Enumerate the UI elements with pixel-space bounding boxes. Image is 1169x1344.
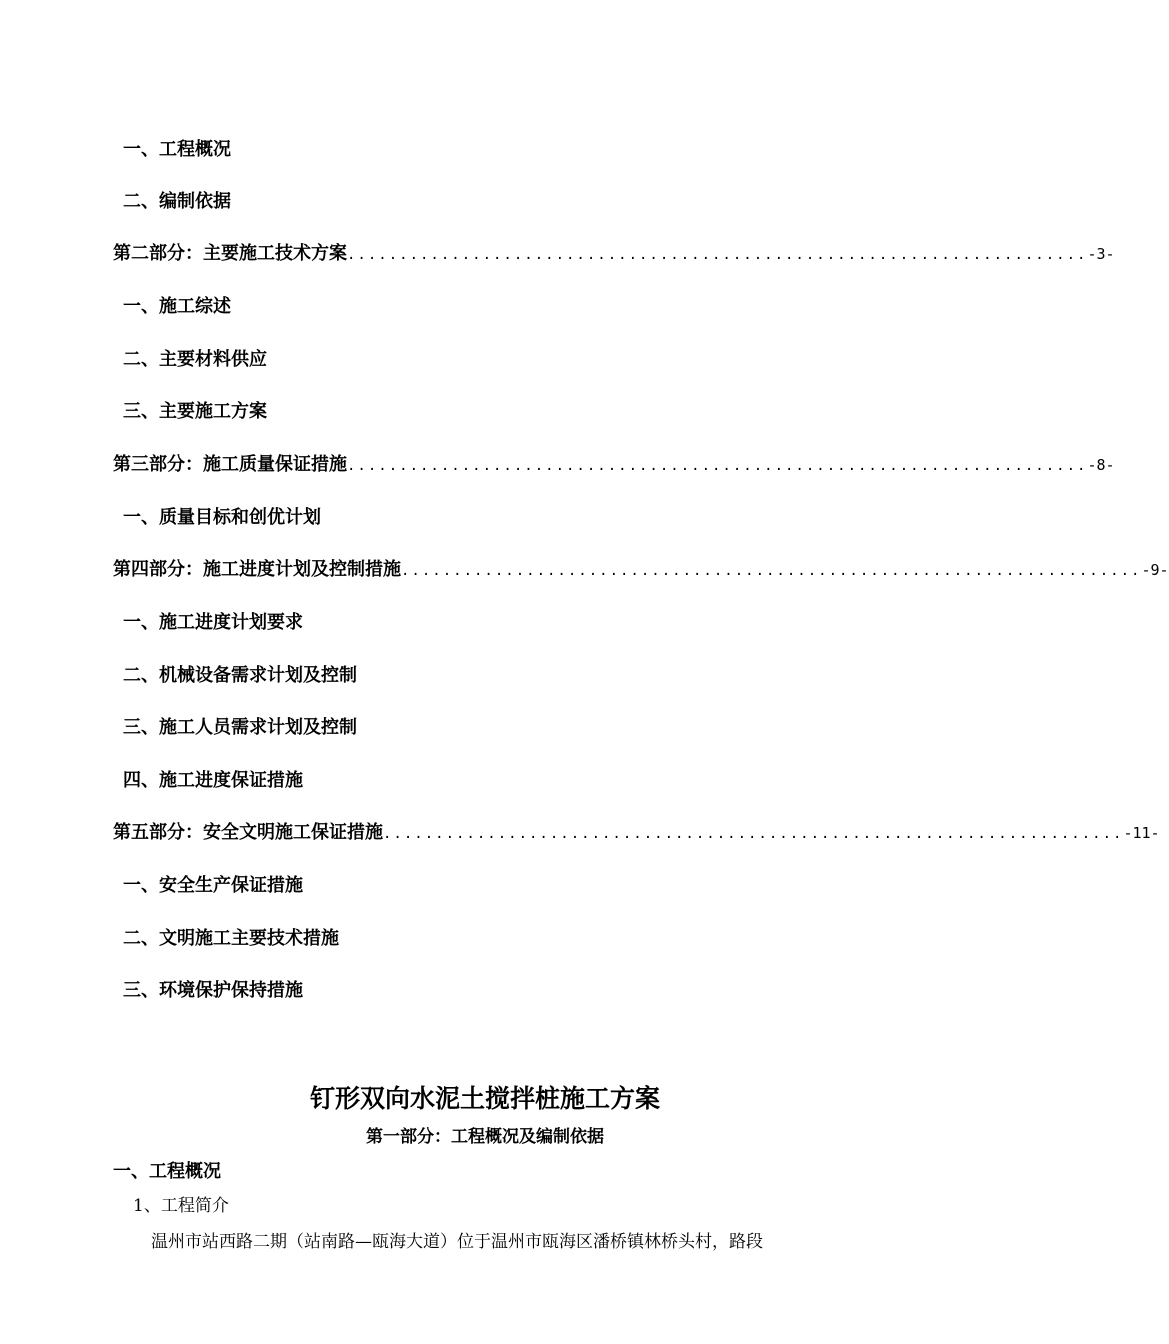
- toc-part-entry[interactable]: [113, 559, 1169, 582]
- toc-item[interactable]: 二、编制依据: [123, 191, 231, 212]
- toc-item[interactable]: 三、环境保护保持措施: [123, 980, 303, 1001]
- toc-dot-leader: .......................................................................: [383, 826, 1124, 842]
- toc-item[interactable]: 三、主要施工方案: [123, 401, 267, 422]
- toc-item[interactable]: 一、施工进度计划要求: [123, 612, 303, 633]
- toc-item[interactable]: 三、施工人员需求计划及控制: [123, 717, 357, 738]
- toc-item[interactable]: 一、质量目标和创优计划: [123, 507, 321, 528]
- toc-item[interactable]: 二、机械设备需求计划及控制: [123, 665, 357, 686]
- toc-page-number: -9-: [1141, 561, 1169, 579]
- toc-dot-leader: .......................................................................: [401, 563, 1142, 579]
- toc-part-label: 第三部分：施工质量保证措施: [113, 454, 347, 475]
- body-paragraph: 温州市站西路二期（站南路—瓯海大道）位于温州市瓯海区潘桥镇林桥头村，路段: [151, 1232, 763, 1252]
- toc-page-number: -3-: [1087, 245, 1115, 263]
- toc-page-number: -11-: [1123, 824, 1160, 842]
- section-heading: 一、工程概况: [113, 1161, 221, 1182]
- toc-part-entry[interactable]: [113, 822, 1160, 845]
- toc-part-label: 第二部分：主要施工技术方案: [113, 243, 347, 264]
- toc-page-number: -8-: [1087, 456, 1115, 474]
- toc-item[interactable]: 一、安全生产保证措施: [123, 875, 303, 896]
- toc-item[interactable]: 一、工程概况: [123, 139, 231, 160]
- toc-part-label: 第四部分：施工进度计划及控制措施: [113, 559, 401, 580]
- sub-heading: 1、工程简介: [133, 1196, 229, 1216]
- toc-item[interactable]: 一、施工综述: [123, 296, 231, 317]
- toc-dot-leader: .......................................................................: [347, 247, 1088, 263]
- toc-part-label: 第五部分：安全文明施工保证措施: [113, 822, 383, 843]
- toc-part-entry[interactable]: [113, 243, 1115, 266]
- toc-item[interactable]: 二、主要材料供应: [123, 349, 267, 370]
- toc-item[interactable]: 四、施工进度保证措施: [123, 770, 303, 791]
- toc-part-entry[interactable]: [113, 454, 1115, 477]
- part-title: 第一部分：工程概况及编制依据: [366, 1127, 604, 1147]
- toc-item[interactable]: 二、文明施工主要技术措施: [123, 928, 339, 949]
- toc-dot-leader: .......................................................................: [347, 458, 1088, 474]
- document-title: 钉形双向水泥土搅拌桩施工方案: [309, 1084, 660, 1113]
